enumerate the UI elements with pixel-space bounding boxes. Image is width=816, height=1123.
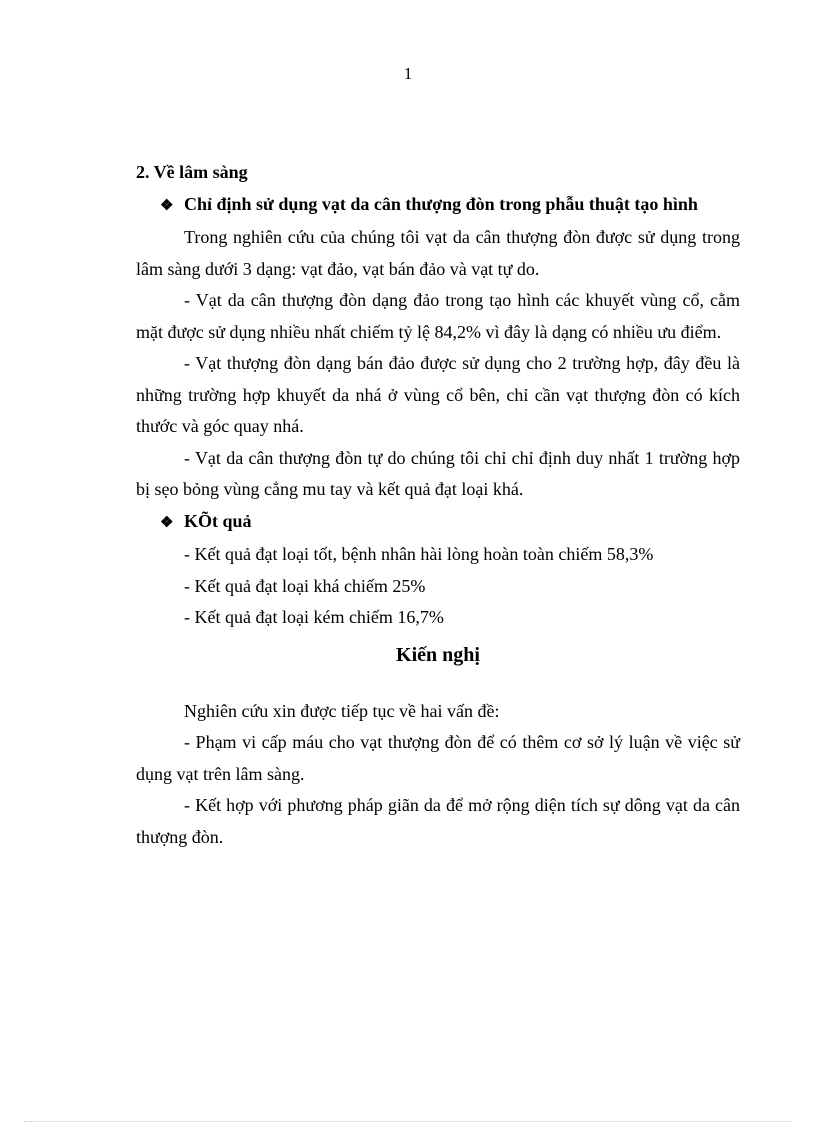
diamond-bullet-icon: ❖ [160,514,174,531]
indications-paragraph: - Vạt thượng đòn dạng bán đảo được sử dụng cho 2 trường hợp, đây đều là những trường hợp khuyết da nhá ở vùng cổ bên, chỉ cần vạt thượng đòn có kích thước và góc quay nhá. [136,353,740,436]
recommendations-title: Kiến nghị [396,643,480,666]
indications-heading [136,189,740,223]
indications-paragraph: - Vạt da cân thượng đòn dạng đảo trong tạo hình các khuyết vùng cổ, cằm mặt được sử dụng nhiều nhất chiếm tỷ lệ 84,2% vì đây là dạng có nhiều ưu điểm. [136,290,740,342]
recommendation-item: - Phạm vi cấp máu cho vạt thượng đòn để có thêm cơ sở lý luận về việc sử dụng vạt trên lâm sàng. [136,732,740,784]
diamond-bullet-icon: ❖ [160,197,174,214]
page-number: 1 [403,64,413,83]
recommendation-item: - Kết hợp với phương pháp giãn da để mở rộng diện tích sự dông vạt da cân thượng đòn. [136,795,740,847]
result-item: - Kết quả đạt loại khá chiếm 25% [184,575,426,596]
page-bottom-divider [24,1121,792,1122]
results-heading [136,506,740,540]
results-heading-text: KÕt quả [184,510,252,531]
document-body [136,157,740,853]
result-item: - Kết quả đạt loại kém chiếm 16,7% [184,607,444,627]
recommendations-intro: Nghiên cứu xin được tiếp tục về hai vấn đề: [184,700,500,721]
indications-paragraph: - Vạt da cân thượng đòn tự do chúng tôi chỉ chỉ định duy nhất 1 trường hợp bị sẹo bỏng vùng cẳng mu tay và kết quả đạt loại khá. [136,447,740,499]
result-item: - Kết quả đạt loại tốt, bệnh nhân hài lòng hoàn toàn chiếm 58,3% [184,544,654,564]
indications-heading-text: Chỉ định sử dụng vạt da cân thượng đòn trong phẫu thuật tạo hình [184,193,698,214]
section-title: 2. Về lâm sàng [136,162,248,182]
indications-paragraph: Trong nghiên cứu của chúng tôi vạt da cân thượng đòn được sử dụng trong lâm sàng dưới 3 dạng: vạt đảo, vạt bán đảo và vạt tự do. [136,227,740,279]
